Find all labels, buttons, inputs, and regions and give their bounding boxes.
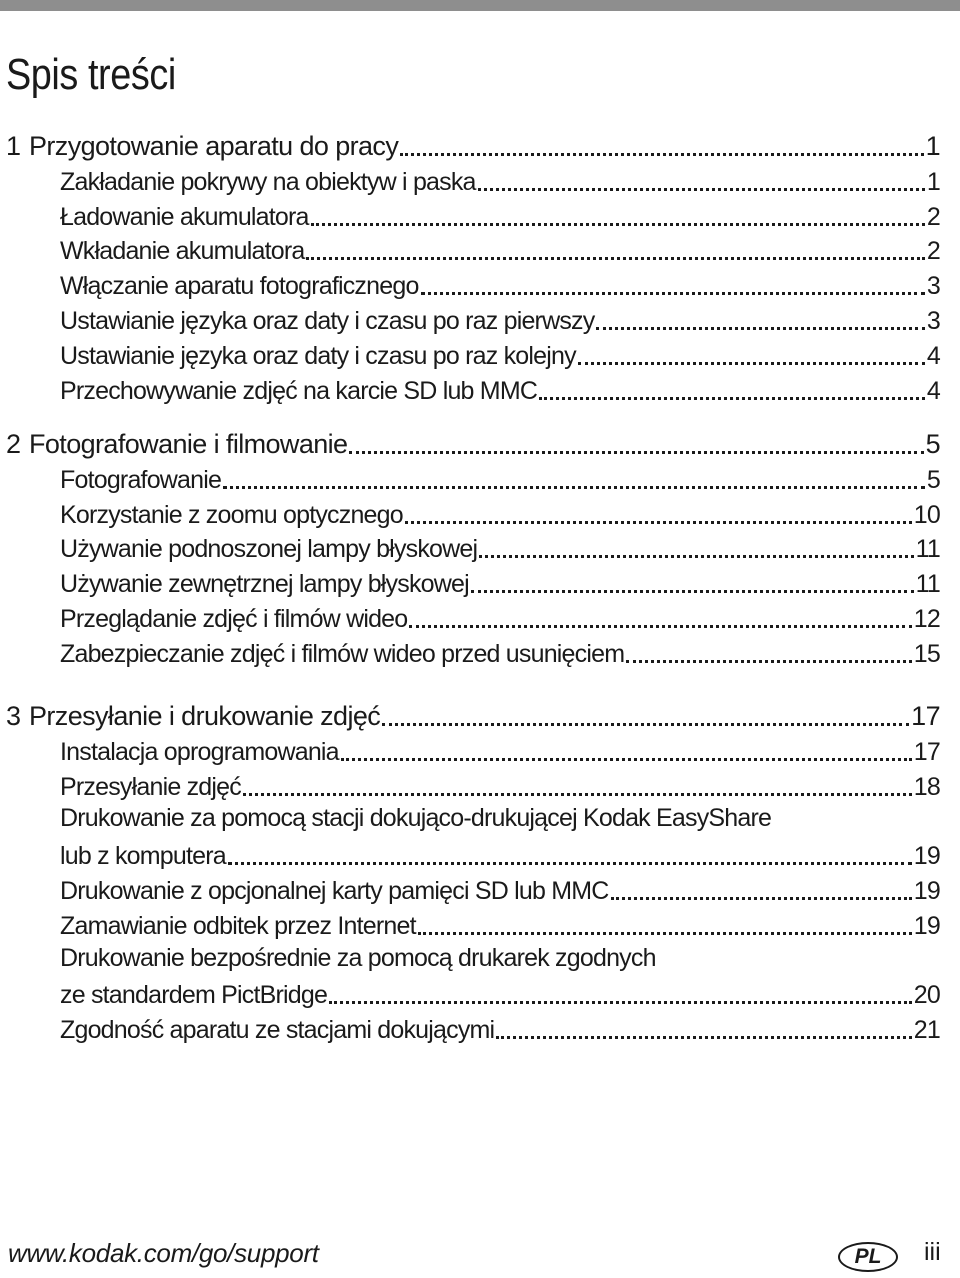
- language-badge: [838, 1242, 898, 1272]
- top-rule: [0, 0, 960, 11]
- entry-page: 2: [926, 237, 940, 266]
- entry-title: Ładowanie akumulatora: [60, 202, 309, 231]
- entry-page: 5: [926, 465, 940, 494]
- entry-title: Zakładanie pokrywy na obiektyw i paska: [60, 167, 476, 196]
- entry-title: Przeglądanie zdjęć i filmów wideo: [60, 605, 408, 633]
- entry-page: 3: [926, 272, 940, 301]
- entry-title: Zamawianie odbitek przez Internet: [60, 911, 416, 940]
- entry-page: 19: [913, 911, 940, 940]
- dot-leader: [496, 1029, 911, 1039]
- entry-page: 21: [913, 1016, 940, 1045]
- chapter-number: 1: [6, 131, 21, 161]
- chapter-title: Przygotowanie aparatu do pracy: [29, 131, 399, 161]
- entry-title: Używanie zewnętrznej lampy błyskowej: [60, 570, 469, 599]
- entry-title: Ustawianie języka oraz daty i czasu po raz pierwszy: [60, 307, 595, 335]
- toc-entry[interactable]: [0, 976, 940, 1010]
- toc-chapter-1[interactable]: [0, 128, 940, 162]
- dot-leader: [405, 514, 912, 524]
- entry-page: 18: [913, 772, 940, 801]
- toc-entry[interactable]: [0, 907, 940, 941]
- entry-page: 11: [915, 535, 940, 564]
- toc-entry[interactable]: [0, 496, 940, 530]
- dot-leader: [418, 925, 912, 935]
- chapter-number: 2: [6, 429, 21, 459]
- chapter-number: 3: [6, 701, 21, 731]
- dot-leader: [349, 444, 923, 454]
- footer-url[interactable]: www.kodak.com/go/support: [8, 1238, 319, 1268]
- entry-page: 19: [913, 842, 940, 871]
- toc-entry[interactable]: [0, 530, 940, 564]
- entry-title: Drukowanie z opcjonalnej karty pamięci SD lub MMC: [60, 877, 609, 905]
- entry-title: Przechowywanie zdjęć na karcie SD lub MMC: [60, 376, 538, 405]
- entry-page: 11: [915, 570, 940, 599]
- chapter-page: 17: [911, 701, 940, 731]
- dot-leader: [223, 479, 925, 489]
- chapter-title: Fotografowanie i filmowanie: [29, 429, 348, 459]
- entry-page: 12: [913, 605, 940, 633]
- entry-title: ze standardem PictBridge: [60, 981, 328, 1010]
- toc-entry[interactable]: [0, 635, 940, 669]
- dot-leader: [478, 181, 925, 191]
- page-title: Spis treści: [6, 50, 176, 99]
- entry-title: Fotografowanie: [60, 465, 222, 494]
- dot-leader: [329, 994, 912, 1004]
- entry-title: Ustawianie języka oraz daty i czasu po raz kolejny: [60, 341, 576, 370]
- toc-entry[interactable]: [0, 837, 940, 871]
- entry-page: 4: [926, 376, 940, 405]
- entry-page: 17: [913, 737, 940, 766]
- entry-title: Instalacja oprogramowania: [60, 737, 339, 766]
- dot-leader: [311, 216, 925, 226]
- toc-chapter-2[interactable]: [0, 426, 940, 460]
- dot-leader: [471, 583, 914, 593]
- toc-entry-first-line: Drukowanie bezpośrednie za pomocą drukarek zgodnych: [60, 943, 656, 972]
- dot-leader: [578, 355, 925, 365]
- page-number: iii: [924, 1238, 941, 1266]
- toc-chapter-3[interactable]: [0, 698, 940, 732]
- entry-title: Korzystanie z zoomu optycznego: [60, 500, 403, 529]
- entry-page: 1: [926, 167, 940, 196]
- dot-leader: [596, 320, 924, 330]
- dot-leader: [306, 250, 924, 260]
- dot-leader: [539, 390, 925, 400]
- language-code: PL: [854, 1245, 882, 1268]
- chapter-page: 1: [925, 131, 940, 161]
- toc-entry[interactable]: [0, 1011, 940, 1045]
- dot-leader: [382, 716, 909, 726]
- entry-title: Przesyłanie zdjęć: [60, 772, 241, 801]
- entry-page: 4: [926, 341, 940, 370]
- dot-leader: [243, 786, 912, 796]
- toc-entry[interactable]: [0, 198, 940, 232]
- toc-entry[interactable]: [0, 337, 940, 371]
- dot-leader: [228, 855, 912, 865]
- entry-title: Wkładanie akumulatora: [60, 237, 305, 266]
- toc-entry[interactable]: [0, 232, 940, 266]
- entry-page: 10: [913, 500, 940, 529]
- dot-leader: [341, 751, 912, 761]
- entry-title: lub z komputera: [60, 842, 226, 871]
- dot-leader: [400, 146, 923, 156]
- toc-entry-first-line: Drukowanie za pomocą stacji dokująco-drukującej Kodak EasyShare: [60, 804, 772, 833]
- toc-entry[interactable]: [0, 565, 940, 599]
- toc-entry[interactable]: [0, 768, 940, 802]
- dot-leader: [409, 618, 911, 628]
- entry-title: Włączanie aparatu fotograficznego: [60, 272, 419, 301]
- dot-leader: [421, 285, 925, 295]
- toc-entry[interactable]: [0, 733, 940, 767]
- toc-entry[interactable]: [0, 267, 940, 301]
- entry-page: 3: [926, 307, 940, 335]
- chapter-title: Przesyłanie i drukowanie zdjęć: [29, 701, 381, 731]
- dot-leader: [611, 890, 912, 900]
- dot-leader: [626, 653, 912, 663]
- toc-entry[interactable]: [0, 461, 940, 495]
- toc-entry[interactable]: [0, 302, 940, 336]
- toc-entry[interactable]: [0, 163, 940, 197]
- toc-entry[interactable]: [0, 872, 940, 906]
- dot-leader: [479, 548, 913, 558]
- chapter-page: 5: [925, 429, 940, 459]
- entry-page: 15: [913, 639, 940, 668]
- entry-title: Używanie podnoszonej lampy błyskowej: [60, 535, 478, 564]
- entry-page: 19: [913, 877, 940, 905]
- entry-title: Zabezpieczanie zdjęć i filmów wideo przed usunięciem: [60, 639, 625, 668]
- entry-title: Zgodność aparatu ze stacjami dokującymi: [60, 1016, 495, 1045]
- entry-page: 2: [926, 202, 940, 231]
- entry-page: 20: [913, 981, 940, 1010]
- toc-entry[interactable]: [0, 600, 940, 634]
- toc-entry[interactable]: [0, 372, 940, 406]
